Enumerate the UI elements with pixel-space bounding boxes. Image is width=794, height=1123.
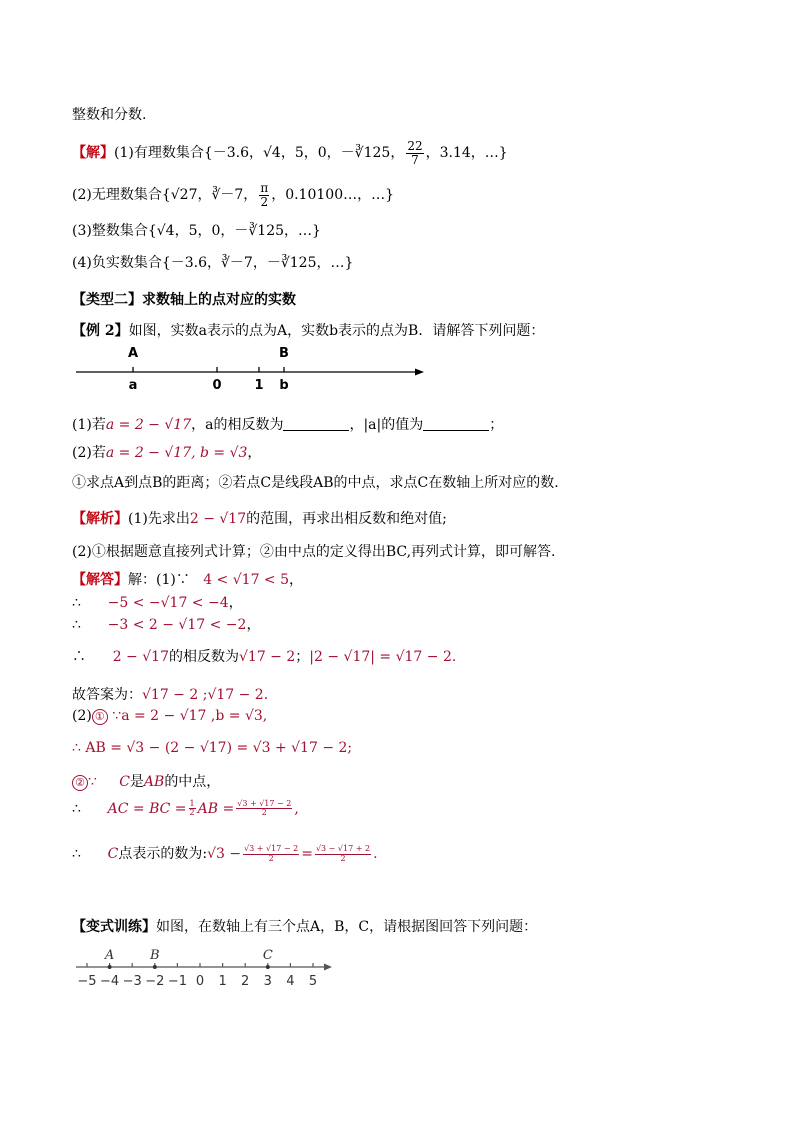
number-line-ab [72, 342, 432, 392]
answer-line-7: ∴ AB = √3 − (2 − √17) = √3 + √17 − 2; [72, 740, 353, 756]
answer-blank-1[interactable] [283, 418, 349, 431]
question-3: ①求点A到点B的距离；②若点C是线段AB的中点，求点C在数轴上所对应的数. [72, 475, 559, 491]
intro-text: 整数和分数. [72, 107, 147, 123]
answer-tag: 【解答】 [72, 572, 128, 588]
question-2: (2)若a = 2 − √17, b = √3， [72, 445, 262, 461]
answer-line-2: ∴ −5 < −√17 < −4， [72, 595, 243, 611]
solution-line-2: (2)无理数集合{√27，∛－7， $\frac{\pi}{2}$ ，0.10100…，…} [72, 181, 395, 209]
point-B [153, 965, 157, 969]
tick-label-5: 0 [195, 974, 205, 989]
answer-line-1: 【解答】解：(1)∵ 4 < √17 < 5， [72, 572, 304, 588]
tick-label-2: −3 [122, 974, 142, 989]
analysis-line-2: (2)①根据题意直接列式计算；②由中点的定义得出BC,再列式计算，即可解答. [72, 544, 556, 560]
solution-line-3: (3)整数集合{√4，5，0，－∛125，…} [72, 223, 321, 239]
analysis-tag: 【解析】 [72, 511, 128, 527]
fraction-pi-2: $\frac{\pi}{2}$ [260, 181, 269, 209]
tick-label-4: −1 [167, 974, 187, 989]
fraction-c2: $\frac{√3 - √17 + 2}{2}$ [315, 844, 371, 863]
label-1: 1 [254, 378, 264, 392]
answer-blank-2[interactable] [423, 418, 489, 431]
label-a: a [128, 378, 138, 392]
point-labels [104, 948, 273, 969]
answer-line-10: ∴ C点表示的数为:√3 − $\frac{√3 + √17 - 2}{2}$ = $\frac{√3 - √17 + 2}{2}$ . [72, 844, 378, 863]
point-label-A: A [104, 948, 115, 963]
answer-line-3: ∴ −3 < 2 − √17 < −2， [72, 617, 261, 633]
tick-label-9: 4 [286, 974, 295, 989]
arrow-right-icon [415, 369, 424, 376]
tick-label-7: 2 [241, 974, 250, 989]
tick-label-6: 1 [218, 974, 227, 989]
tick-label-8: 3 [263, 974, 272, 989]
point-label-C: C [262, 948, 273, 963]
type2-heading: 【类型二】求数轴上的点对应的实数 [72, 292, 296, 308]
solution-line-4: (4)负实数集合{－3.6，∛－7，－∛125，…} [72, 255, 354, 271]
fraction-ac: $\frac{√3 + √17 - 2}{2}$ [237, 799, 292, 818]
answer-line-9: ∴ AC = BC = $\frac{1}{2}$ AB = $\frac{√3 + √17 - 2}{2}$ , [72, 799, 299, 818]
variant-line: 【变式训练】如图，在数轴上有三个点A，B，C，请根据图回答下列问题： [72, 919, 538, 935]
question-1: (1)若a = 2 − √17，a的相反数为 ，|a|的值为 ； [72, 417, 504, 433]
answer-line-8: ② ∵ C是AB的中点， [72, 771, 220, 791]
tick-label-3: −2 [145, 974, 165, 989]
solution-tag: 【解】 [72, 145, 114, 162]
tick-label-10: 5 [308, 974, 318, 989]
example2-tag: 【例 2】 [72, 323, 129, 339]
point-label-B: B [150, 948, 160, 963]
label-A: A [127, 346, 139, 361]
label-b: b [279, 378, 289, 392]
fraction-c1: $\frac{√3 + √17 - 2}{2}$ [244, 844, 299, 863]
tick-label-1: −4 [100, 974, 120, 989]
number-line-abc [72, 942, 336, 990]
label-B: B [279, 346, 289, 361]
answer-line-6: (2) ① ∵a = 2 − √17 ,b = √3, [72, 708, 268, 724]
fraction-22-7: $\frac{22}{7}$ [407, 139, 423, 167]
point-A [108, 965, 112, 969]
example2-line: 【例 2】如图，实数a表示的点为A，实数b表示的点为B．请解答下列问题： [72, 323, 545, 339]
solution-line-1: 【解】(1)有理数集合{－3.6，√4，5，0，－∛125， $\frac{22}{7}$ ，3.14，…} [72, 139, 508, 167]
fraction-half: $\frac{1}{2}$ [189, 799, 195, 818]
analysis-line-1: 【解析】(1)先求出2 − √17的范围，再求出相反数和绝对值; [72, 511, 447, 527]
answer-line-5: 故答案为：√17 − 2 ;√17 − 2. [72, 687, 269, 703]
label-0: 0 [212, 378, 222, 392]
arrow-right-icon [324, 964, 332, 971]
tick-label-0: −5 [77, 974, 97, 989]
answer-line-4: ∴ 2 − √17的相反数为√17 − 2；|2 − √17| = √17 − 2. [72, 649, 457, 665]
point-C [266, 965, 270, 969]
variant-tag: 【变式训练】 [72, 919, 156, 935]
